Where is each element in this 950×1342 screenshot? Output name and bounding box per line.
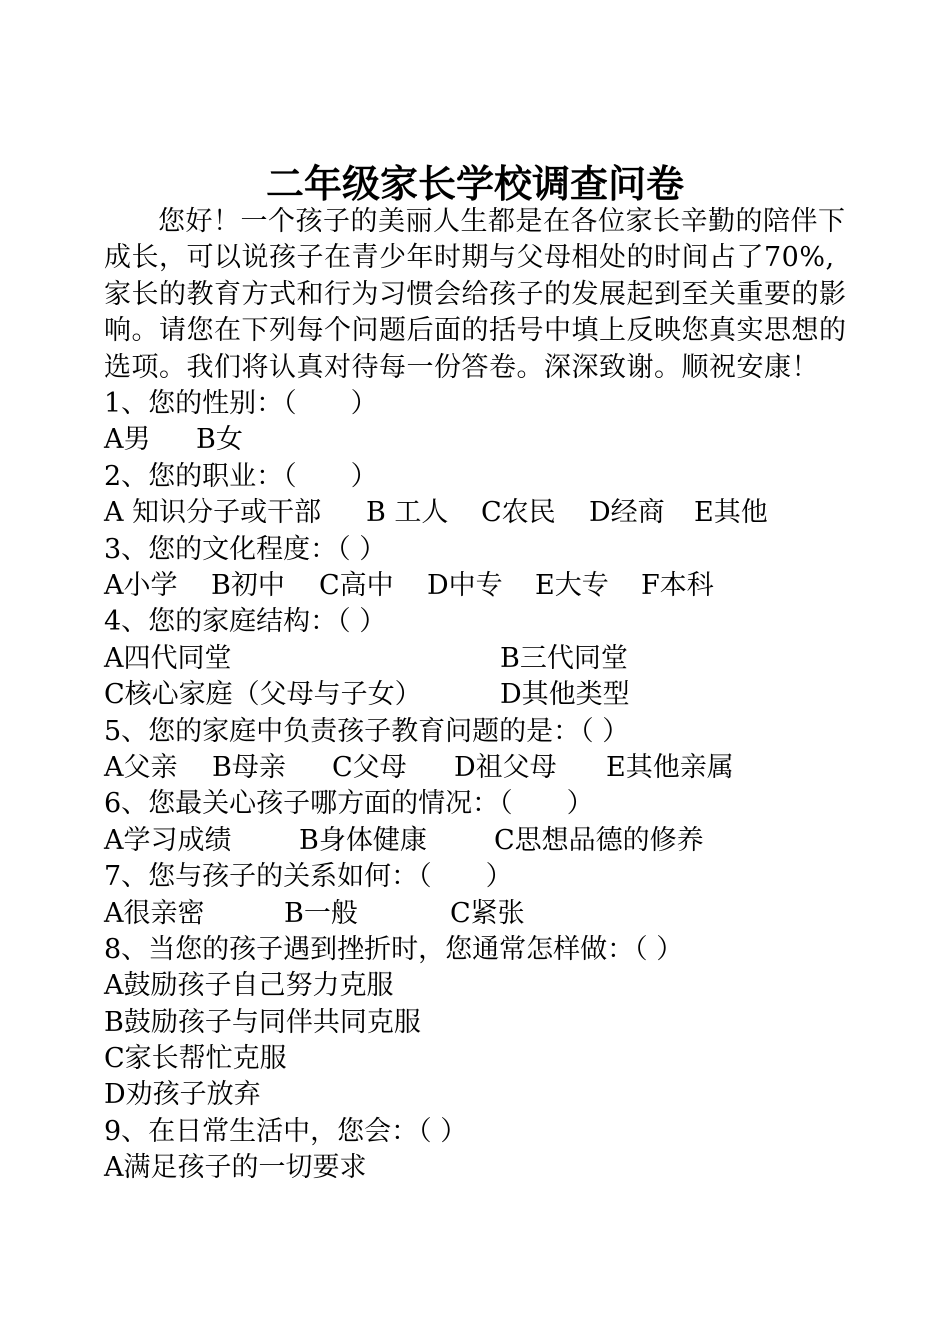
option-a: A四代同堂 <box>104 642 232 674</box>
option-c: C思想品德的修养 <box>494 824 704 856</box>
question-8: 8、当您的孩子遇到挫折时，您通常怎样做：（ ） <box>104 933 684 965</box>
option-d: D其他类型 <box>500 679 630 711</box>
option-c: C父母 <box>332 751 407 783</box>
question-2-options <box>104 495 856 531</box>
option-d: D祖父母 <box>454 751 557 783</box>
question-3: 3、您的文化程度：（ ） <box>104 533 387 565</box>
option-b: B身体健康 <box>299 824 427 856</box>
question-2: 2、您的职业：（ ） <box>104 460 378 492</box>
option-b: B 工人 <box>366 497 449 529</box>
option-e: E大专 <box>535 569 609 601</box>
option-a: A学习成绩 <box>104 824 232 856</box>
option-a: A 知识分子或干部 <box>104 497 322 529</box>
option-c: C紧张 <box>450 897 525 929</box>
option-a: A小学 <box>104 569 178 601</box>
page-title: 二年级家长学校调查问卷 <box>265 162 684 206</box>
question-6: 6、您最关心孩子哪方面的情况：（ ） <box>104 788 594 820</box>
option-a: A满足孩子的一切要求 <box>104 1152 367 1184</box>
questionnaire-body <box>104 204 856 1187</box>
option-b: B母亲 <box>212 751 286 783</box>
option-c: C家长帮忙克服 <box>104 1043 287 1075</box>
option-f: F本科 <box>641 569 714 601</box>
question-7: 7、您与孩子的关系如何：（ ） <box>104 861 513 893</box>
option-d: D经商 <box>589 497 665 529</box>
question-7-options <box>104 896 856 932</box>
intro-paragraph: 您好！一个孩子的美丽人生都是在各位家长辛勤的陪伴下成长，可以说孩子在青少年时期与父母相处的时间占了70%,家长的教育方式和行为习惯会给孩子的发展起到至关重要的影响。请您在下列每个问题后面的括号中填上反映您真实思想的选项。我们将认真对待每一份答卷。深深致谢。顺祝安康！ <box>104 206 847 383</box>
option-b: B一般 <box>284 897 358 929</box>
option-a: A男 <box>104 424 151 456</box>
question-5-options <box>104 750 856 786</box>
option-a: A鼓励孩子自己努力克服 <box>104 970 394 1002</box>
question-5: 5、您的家庭中负责孩子教育问题的是：（ ） <box>104 715 630 747</box>
option-c: C核心家庭（父母与子女） <box>104 679 422 711</box>
question-4-options-row-2 <box>104 677 856 713</box>
option-a: A父亲 <box>104 751 178 783</box>
question-4: 4、您的家庭结构：（ ） <box>104 606 387 638</box>
question-6-options <box>104 823 856 859</box>
option-b: B女 <box>196 424 243 456</box>
option-e: E其他亲属 <box>606 751 734 783</box>
question-3-options <box>104 568 856 604</box>
option-d: D劝孩子放弃 <box>104 1079 261 1111</box>
option-a: A很亲密 <box>104 897 205 929</box>
question-4-options-row-1 <box>104 641 856 677</box>
question-9: 9、在日常生活中，您会：（ ） <box>104 1115 468 1147</box>
question-1-options <box>104 422 856 458</box>
option-b: B三代同堂 <box>500 642 628 674</box>
option-b: B鼓励孩子与同伴共同克服 <box>104 1006 421 1038</box>
question-1: 1、您的性别：（ ） <box>104 388 378 420</box>
option-c: C农民 <box>481 497 556 529</box>
option-d: D中专 <box>427 569 503 601</box>
option-c: C高中 <box>319 569 394 601</box>
option-e: E其他 <box>694 497 768 529</box>
option-b: B初中 <box>211 569 285 601</box>
